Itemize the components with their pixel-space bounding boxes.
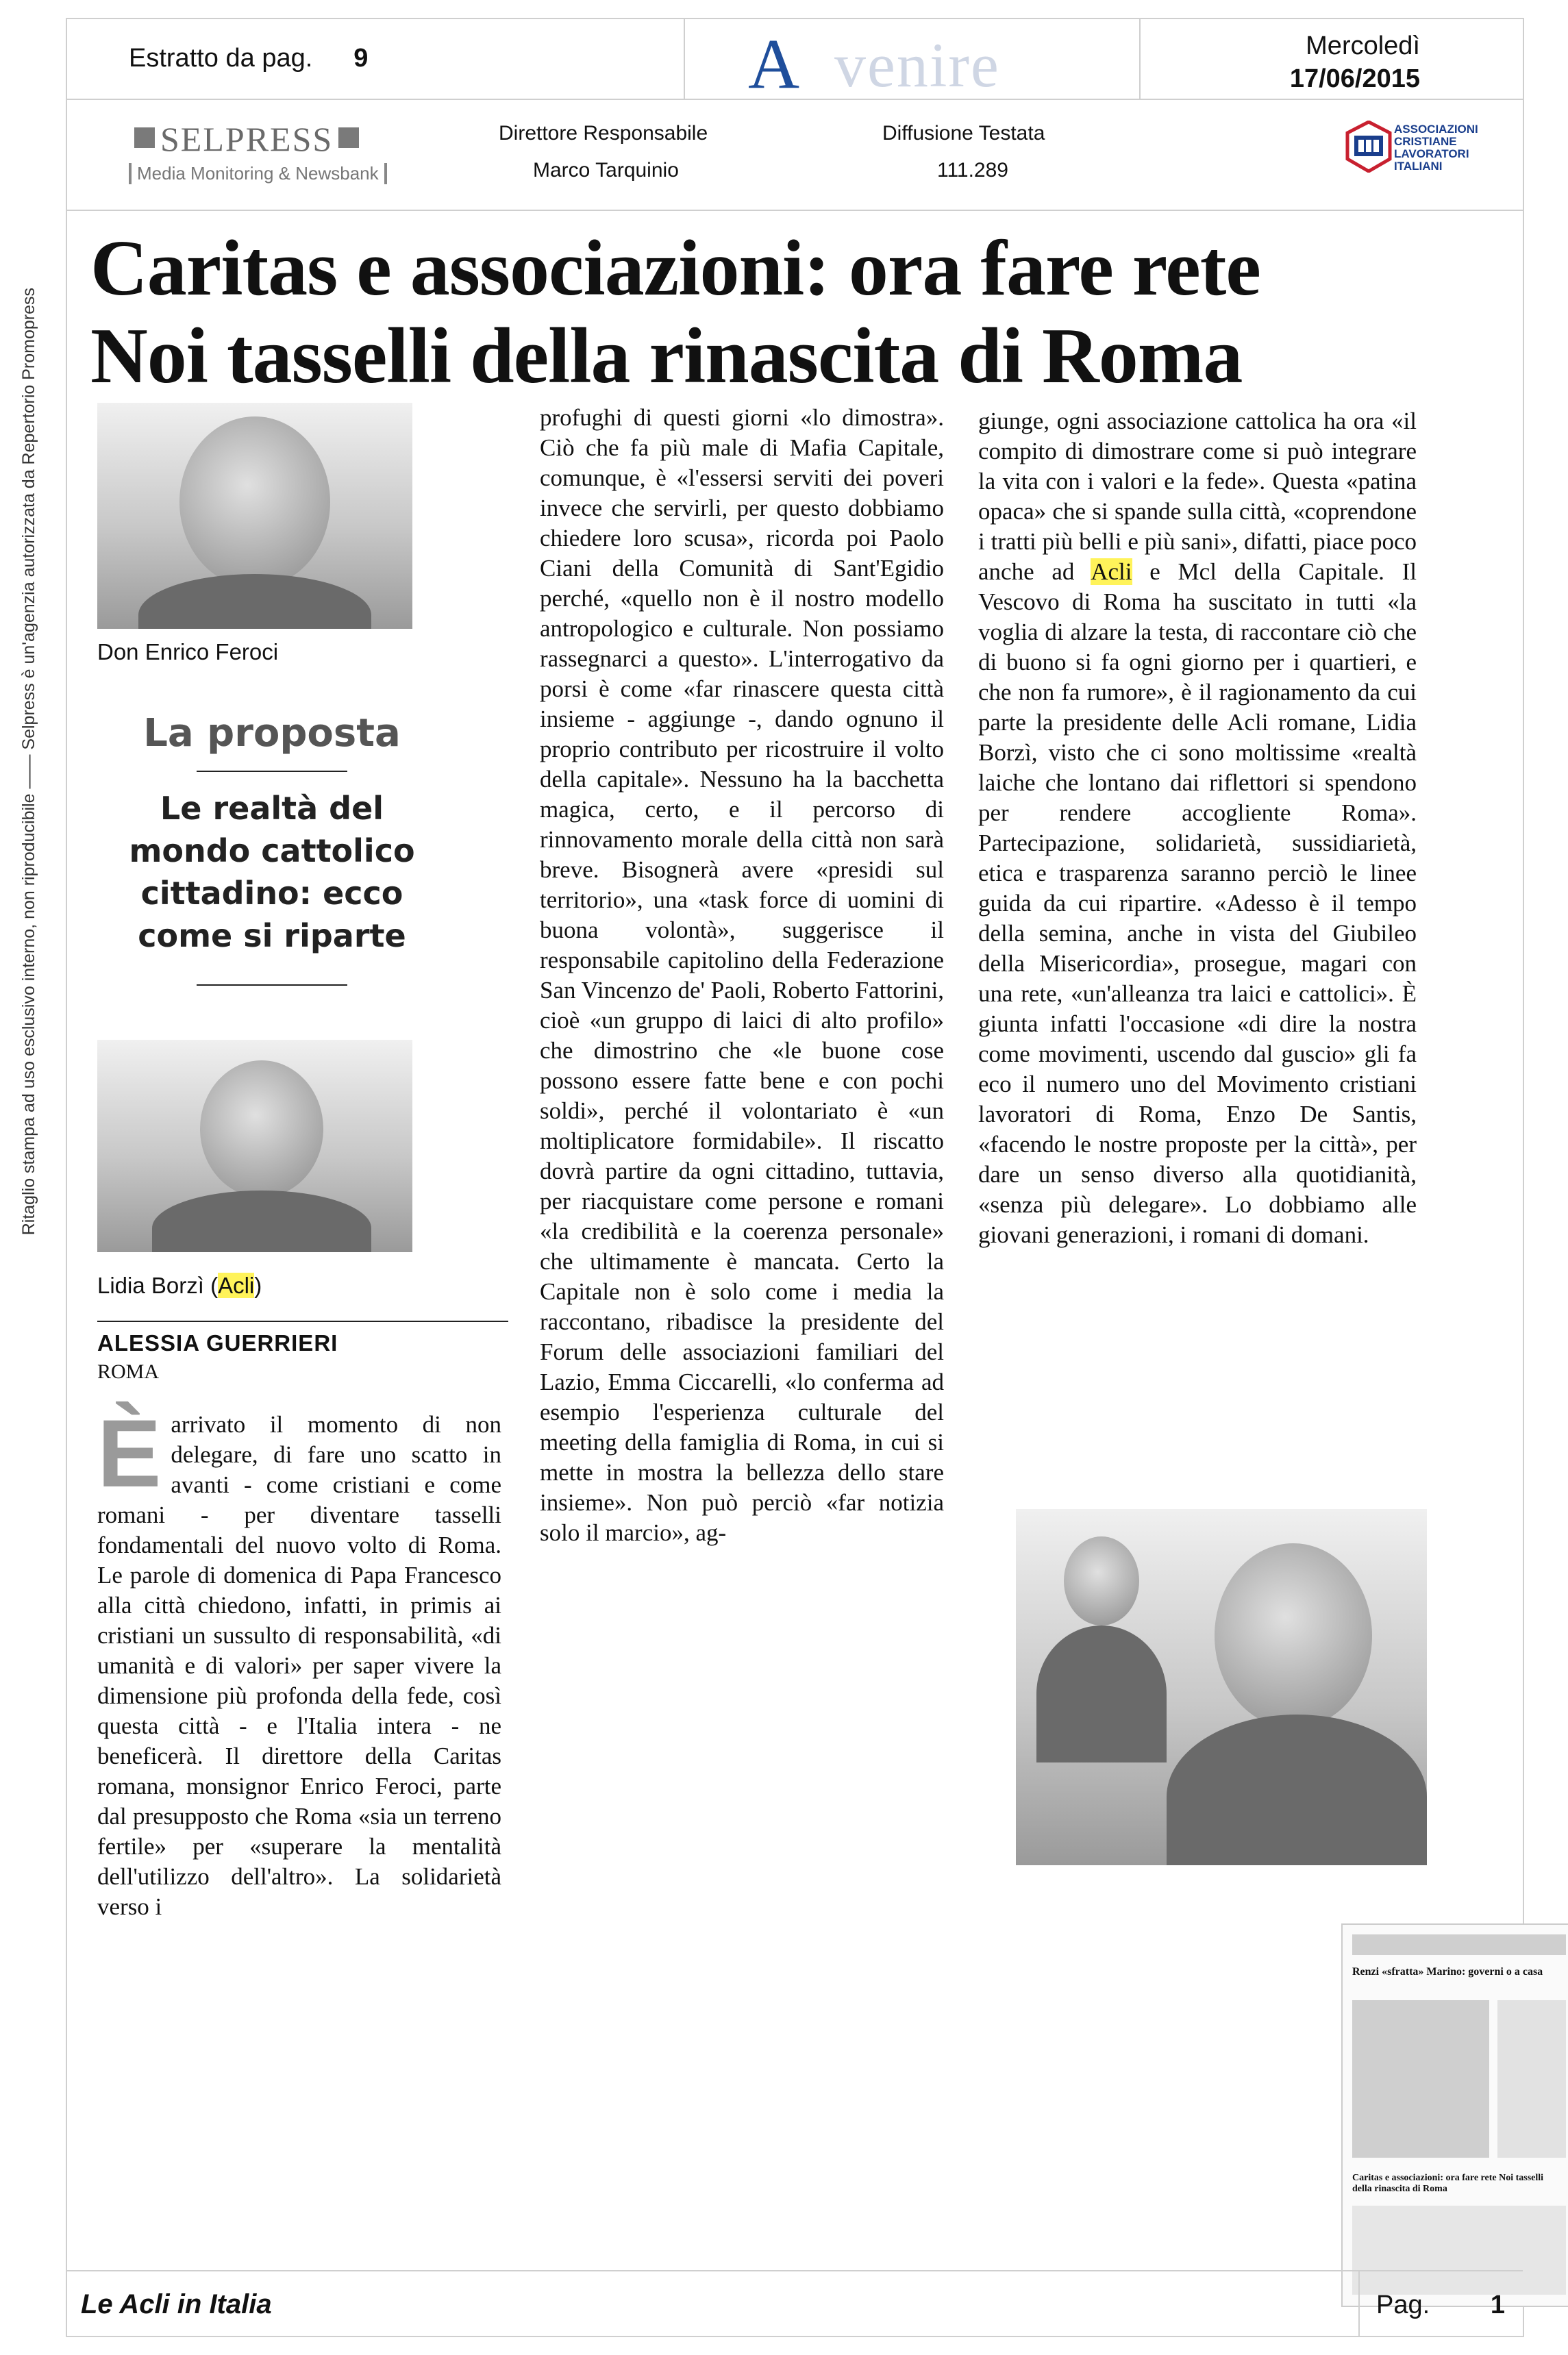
divider [197, 771, 347, 772]
section-title: Le Acli in Italia [81, 2289, 272, 2319]
sidebar-note: Ritaglio stampa ad uso esclusivo interno, non riproducibile —— Selpress è un'agenzia autorizzata da Repertorio Promopress [19, 288, 38, 1236]
headline [90, 225, 1260, 400]
date-box [1139, 19, 1523, 100]
director-label: Direttore Responsabile [499, 122, 708, 145]
sidebar-disclaimer [19, 288, 47, 1658]
photo-press-interview [1016, 1509, 1427, 1865]
masthead-logo-a: A [748, 25, 795, 103]
column-2-text: profughi di questi giorni «lo dimostra». Ciò che fa più male di Mafia Capitale, comunque, è «l'essersi serviti dei poveri invece che servirli, per questo dobbiamo chiedere loro scusa», ricorda poi Paolo Ciani della Comunità di Sant'Egidio perché, «quello non è il nostro modello antropologico e culturale. Non possiamo rassegnarci a questo». L'interrogativo da porsi è come «far rinascere questa città insieme - aggiunge -, dando ognuno il proprio contributo per ricostruire il volto della capitale». Nessuno ha la bacchetta magica, certo, e il percorso di rinnovamento morale della città non sarà breve. Bisognerà avere «presidi sul territorio», una «task force di uomini di buona volontà», suggerisce il responsabile capitolino della Federazione San Vincenzo de' Paoli, Roberto Fattorini, cioè «un gruppo di laici di alto profilo» che dimostrino che «le buone cose possono essere fatte bene e con pochi soldi», perché il volontariato è «un moltiplicatore formidabile». Il riscatto dovrà partire da ogni cittadino, tuttavia, per riacquistare come persone e romani «la credibilità e la coerenza personale» che ultimamente è mancata. Certo la Capitale non è solo come i media la raccontano, ribadisce la presidente del Forum delle associazioni familiari del Lazio, Emma Ciccarelli, «lo conferma ad esempio l'esperienza culturale del meeting della famiglia di Roma, in cui si mette in mostra la bellezza dello stare insieme». Non può perciò «far notizia solo il marcio», ag- [540, 404, 944, 1546]
circulation-label: Diffusione Testata [882, 122, 1045, 145]
caption-feroci: Don Enrico Feroci [97, 639, 279, 664]
extract-page: 9 [353, 44, 369, 73]
square-icon [134, 127, 155, 148]
headline-line-1: Caritas e associazioni: ora fare rete [90, 225, 1260, 312]
page-thumbnail [1341, 1923, 1568, 2307]
agency-name: SELPRESS [160, 120, 334, 158]
byline-place: ROMA [97, 1360, 160, 1383]
extract-info [129, 44, 368, 73]
circulation-value: 111.289 [937, 159, 1008, 182]
page-number: 1 [1490, 2291, 1505, 2319]
square-icon [338, 127, 359, 148]
header-top-row [67, 19, 1523, 103]
drop-cap: È [97, 1399, 162, 1507]
caption-borzi: Lidia Borzì (Acli) [97, 1273, 262, 1298]
article-column-2 [540, 403, 944, 1548]
divider [197, 984, 347, 986]
proposal-kicker: La proposta [143, 711, 401, 756]
clipping-frame [66, 18, 1544, 2337]
article-column-3 [978, 406, 1417, 1250]
thumbnail-headline-1: Renzi «sfratta» Marino: governi o a casa [1352, 1966, 1543, 1978]
acli-logo-icon [1345, 121, 1393, 173]
photo-enrico-feroci [97, 403, 412, 629]
proposal-description: Le realtà del mondo cattolico cittadino: ecco come si riparte [129, 790, 415, 954]
acli-logo-text: ASSOCIAZIONI CRISTIANE LAVORATORI ITALIANI [1394, 123, 1478, 173]
column-3-text: giunge, ogni associazione cattolica ha ora «il compito di dimostrare come si può integrare la vita con i valori e la fede». Questa «patina opaca» che si spande sulla città, «coprendone i tratti più belli e più sani», difatti, piace poco anche ad Acli e Mcl della Capitale. Il Vescovo di Roma ha suscitato in tutti «la voglia di alzare la testa, di raccontare ciò che di buono si fa ogni giorno per i quartieri, e che non fa rumore», è il ragionamento da cui parte la presidente delle Acli romane, Lidia Borzì, visto che ci sono moltissime «realtà laiche che lontano dai riflettori si spendono per rendere accogliente Roma». Partecipazione, solidarietà, sussidiarietà, etica e trasparenza saranno perciò le linee guida da cui ripartire. «Adesso è il tempo della semina, anche in vista del Giubileo della Misericordia», prosegue, magari con una rete, «un'alleanza tra laici e cattolici». È giunta infatti l'occasione «di dire la nostra come movimenti, uscendo dal guscio» gli fa eco il numero uno del Movimento cristiani lavoratori di Roma, Enzo De Santis, «facendo le nostre proposte per la città», per dare un senso diverso alla quotidianità, «senza più delegare». Lo dobbiamo alle giovani generazioni, i romani di domani. [978, 408, 1417, 1248]
page-label: Pag. [1376, 2291, 1430, 2319]
photo-lidia-borzi [97, 1040, 412, 1252]
byline [97, 1321, 508, 1384]
clipping-header [67, 19, 1523, 211]
agency-tagline: Media Monitoring & Newsbank [129, 163, 387, 184]
page-box [1358, 2271, 1523, 2337]
masthead-logo-rest: venire [834, 30, 1000, 100]
column-1-text: arrivato il momento di non delegare, di fare uno scatto in avanti - come cristiani e come romani - per diventare tasselli fondamentali del nuovo volto di Roma. Le parole di domenica di Papa Francesco alla città chiedono, infatti, in primis ai cristiani un sussulto di responsabilità, «di umanità e di valori» per saper vivere la dimensione più profonda della fede, così questa città - e l'Italia intera - ne beneficerà. Il direttore della Caritas romana, monsignor Enrico Feroci, parte dal presupposto che Roma «sia un terreno fertile» per «superare la mentalità dell'utilizzo dell'altro». La solidarietà verso i [97, 1411, 501, 1920]
weekday: Mercoledì [1306, 32, 1420, 60]
clipping-footer [67, 2270, 1523, 2336]
extract-label: Estratto da pag. [129, 44, 313, 73]
director-name: Marco Tarquinio [533, 159, 679, 182]
newspaper-masthead [684, 19, 1108, 103]
headline-line-2: Noi tasselli della rinascita di Roma [90, 312, 1243, 400]
thumbnail-headline-2: Caritas e associazioni: ora fare rete Noi tasselli della rinascita di Roma [1352, 2173, 1544, 2194]
article-column-1 [97, 1399, 501, 1922]
selpress-logo [129, 119, 387, 184]
proposal-box [97, 711, 447, 1001]
byline-author: ALESSIA GUERRIERI [97, 1330, 338, 1356]
publication-date: 17/06/2015 [1289, 64, 1420, 93]
